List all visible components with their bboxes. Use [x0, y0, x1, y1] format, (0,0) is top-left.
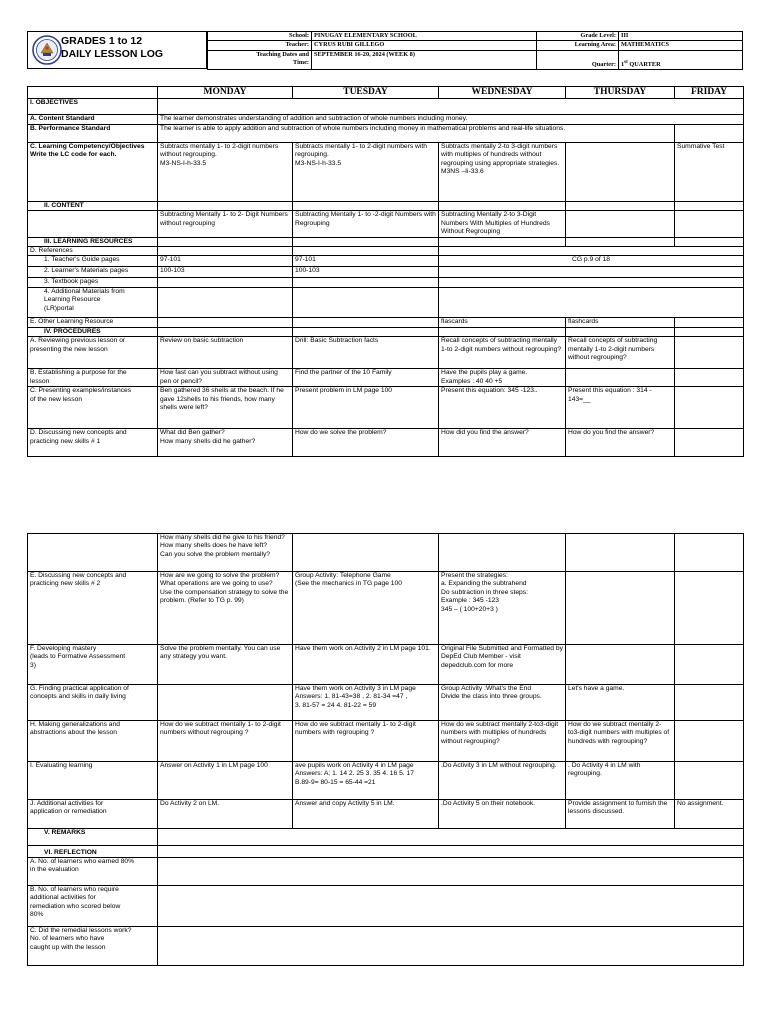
procedure-c-label: C. Presenting examples/instances of the new lesson — [28, 387, 158, 429]
j-friday: No assignment. — [675, 800, 744, 829]
a-monday: Review on basic subtraction — [158, 337, 293, 369]
c-monday: Ben gathered 36 shells at the beach. If he gave 12shells to his friends, how many shells were left? — [158, 387, 293, 429]
olr-thursday: flashcards — [566, 317, 675, 327]
j-wednesday: .Do Activity 5 on their notebook. — [439, 800, 566, 829]
grade-value: III — [619, 32, 743, 41]
quarter-value: 1st QUARTER — [619, 51, 743, 70]
performance-standard-text: The learner is able to apply addition and subtraction of whole numbers including money in mathematical problems and real-life situations. — [158, 125, 675, 143]
title-line-1: GRADES 1 to 12 — [61, 35, 143, 47]
d-monday: What did Ben gather? How many shells did he gather? — [158, 429, 293, 457]
additional-materials-label: 4. Additional Materials from Learning Resource (LR)portal — [28, 287, 158, 317]
c-thursday: Present this equation : 314 - 143=__ — [566, 387, 675, 429]
procedure-g-label: G. Finding practical application of concepts and skills in daily living — [28, 685, 158, 721]
h-thursday: How do we subtract mentally 2-to3-digit numbers with multiples of hundreds with regrouping? — [566, 721, 675, 762]
lc-tuesday: Subtracts mentally 1- to 2-digit numbers with regrouping. M3-NS-I-h-33.5 — [293, 143, 439, 202]
g-wednesday: Group Activity :What's the End Divide the class into three groups. — [439, 685, 566, 721]
content-tuesday: Subtracting Mentally 1- to -2-digit Numbers with Regrouping — [293, 211, 439, 237]
lm-tuesday: 100-103 — [293, 267, 439, 278]
reflection-b-label: B. No. of learners who require additional activities for remediation who scored below 80% — [28, 886, 158, 927]
a-tuesday: Drill: Basic Subtraction facts — [293, 337, 439, 369]
e-tuesday: Group Activity: Telephone Game (See the mechanics in TG page 100 — [293, 572, 439, 645]
j-tuesday: Answer and copy Activity 5 in LM. — [293, 800, 439, 829]
lc-friday: Summative Test — [675, 143, 744, 202]
teacher-value: CYRUS RUBI GILLEGO — [312, 41, 537, 51]
lesson-log-table-page2 — [27, 533, 744, 966]
content-wednesday: Subtracting Mentally 2-to 3-Digit Numbers With Multiples of Hundreds Without Regrouping — [439, 211, 566, 237]
procedure-d-label: D. Discussing new concepts and practicing new skills # 1 — [28, 429, 158, 457]
remarks-heading: V. REMARKS — [28, 829, 158, 846]
d-wednesday: How did you find the answer? — [439, 429, 566, 457]
i-monday: Answer on Activity 1 in LM page 100 — [158, 762, 293, 800]
tg-tuesday: 97-101 — [293, 256, 439, 267]
procedure-h-label: H. Making generalizations and abstractions about the lesson — [28, 721, 158, 762]
header-title-box — [27, 31, 207, 69]
day-thursday: THURSDAY — [566, 87, 675, 99]
tg-wed-to-fri: CG p.9 of 18 — [439, 256, 744, 267]
procedure-j-label: J. Additional activities for application or remediation — [28, 800, 158, 829]
reflection-a-label: A. No. of learners who earned 80% in the evaluation — [28, 858, 158, 886]
h-monday: How do we subtract mentally 1- to 2-digit numbers without regrouping ? — [158, 721, 293, 762]
c-tuesday: Present problem in LM page 100 — [293, 387, 439, 429]
area-value: MATHEMATICS — [619, 41, 743, 51]
day-friday: FRIDAY — [675, 87, 744, 99]
teacher-label: Teacher: — [208, 41, 312, 51]
d-monday-continued: How many shells did he give to his friend? How many shells does he have left? Can you solve the problem mentally? — [158, 534, 293, 572]
f-tuesday: Have them work on Activity 2 in LM page 101. — [293, 645, 439, 685]
g-thursday: Let's have a game. — [566, 685, 675, 721]
c-wednesday: Present this equation: 345 -123.. — [439, 387, 566, 429]
d-tuesday: How do we solve the problem? — [293, 429, 439, 457]
content-monday: Subtracting Mentally 1- to 2- Digit Numbers without regrouping — [158, 211, 293, 237]
a-thursday: Recall concepts of subtracting mentally 1-to 2-digit numbers without regrouping? — [566, 337, 675, 369]
learning-competency-label: C. Learning Competency/Objectives Write the LC code for each. — [28, 143, 158, 202]
i-thursday: . Do Activity 4 in LM with regrouping. — [566, 762, 675, 800]
header-info-table — [207, 31, 743, 70]
g-tuesday: Have them work on Activity 3 in LM page Answers: 1. 81-43=38 , 2. 81-34 =47 , 3. 81-57 = 24 4. 81-22 = 59 — [293, 685, 439, 721]
h-wednesday: How do we subtract mentally 2-to3-digit numbers with multiples of hundreds without regrouping? — [439, 721, 566, 762]
content-standard-text: The learner demonstrates understanding of addition and subtraction of whole numbers including money. — [158, 115, 744, 125]
references-label: D. References — [28, 247, 158, 256]
d-thursday: How do you find the answer? — [566, 429, 675, 457]
i-tuesday: ave pupils work on Activity 4 in LM page Answers: A; 1. 14 2. 25 3. 35 4. 16 5. 17 B.89-9= 80-15 = 65-44 =21 — [293, 762, 439, 800]
e-monday: How are we going to solve the problem? What operations are we going to use? Use the compensation strategy to solve the problem. (Refer to TG p. 99) — [158, 572, 293, 645]
school-value: PINUGAY ELEMENTARY SCHOOL — [312, 32, 537, 41]
day-wednesday: WEDNESDAY — [439, 87, 566, 99]
title-line-2: DAILY LESSON LOG — [61, 48, 164, 60]
f-monday: Solve the problem mentally. You can use any strategy you want. — [158, 645, 293, 685]
teachers-guide-label: 1. Teacher's Guide pages — [28, 256, 158, 267]
dates-value: SEPTEMBER 16-20, 2024 (WEEK 8) — [312, 51, 537, 70]
tg-monday: 97-101 — [158, 256, 293, 267]
content-standard-label: A. Content Standard — [28, 115, 158, 125]
learners-materials-label: 2. Learner's Materials pages — [28, 267, 158, 278]
content-heading: II. CONTENT — [28, 202, 158, 211]
j-thursday: Provide assignment to furnish the lessons discussed. — [566, 800, 675, 829]
quarter-label: Quarter: — [537, 51, 619, 70]
learning-resources-heading: III. LEARNING RESOURCES — [28, 237, 158, 246]
lm-monday: 100-103 — [158, 267, 293, 278]
a-wednesday: Recall concepts of subtracting mentally 1-to 2-digit numbers without regrouping? — [439, 337, 566, 369]
b-wednesday: Have the pupils play a game. Examples : 40 40 +5 — [439, 369, 566, 387]
area-label: Learning Area: — [537, 41, 619, 51]
other-resources-label: E. Other Learning Resource — [28, 317, 158, 327]
b-tuesday: Find the partner of the 10 Family — [293, 369, 439, 387]
reflection-c-label: C. Did the remedial lessons work? No. of learners who have caught up with the lesson — [28, 927, 158, 966]
textbook-label: 3. Textbook pages — [28, 278, 158, 287]
performance-standard-label: B. Performance Standard — [28, 125, 158, 143]
procedure-f-label: F. Developing mastery (leads to Formative Assessment 3) — [28, 645, 158, 685]
grade-label: Grade Level: — [537, 32, 619, 41]
lesson-log-table-page1 — [27, 86, 744, 457]
h-tuesday: How do we subtract mentally 1- to 2-digit numbers with regrouping ? — [293, 721, 439, 762]
day-tuesday: TUESDAY — [293, 87, 439, 99]
f-wednesday: Original File Submitted and Formatted by DepEd Club Member - visit depedclub.com for more — [439, 645, 566, 685]
procedure-b-label: B. Establishing a purpose for the lesson — [28, 369, 158, 387]
olr-wednesday: flascards — [439, 317, 566, 327]
procedure-i-label: I. Evaluating learning — [28, 762, 158, 800]
procedure-a-label: A. Reviewing previous lesson or presenting the new lesson — [28, 337, 158, 369]
lc-monday: Subtracts mentally 1- to 2-digit numbers without regrouping. M3-NS-I-h-33.5 — [158, 143, 293, 202]
procedures-heading: IV. PROCEDURES — [28, 327, 158, 336]
b-monday: How fast can you subtract without using pen or pencil? — [158, 369, 293, 387]
j-monday: Do Activity 2 on LM. — [158, 800, 293, 829]
objectives-heading: I. OBJECTIVES — [28, 99, 158, 115]
lc-thursday — [566, 143, 675, 202]
dates-label: Teaching Dates and Time: — [208, 51, 312, 70]
school-label: School: — [208, 32, 312, 41]
e-wednesday: Present the strategies: a. Expanding the subtrahend Do subtraction in three steps: Example : 345 -123 345 – ( 100+20+3 ) — [439, 572, 566, 645]
corner-cell — [28, 87, 158, 99]
reflection-heading: VI. REFLECTION — [28, 846, 158, 858]
day-monday: MONDAY — [158, 87, 293, 99]
procedure-e-label: E. Discussing new concepts and practicing new skills # 2 — [28, 572, 158, 645]
i-wednesday: .Do Activity 3 in LM without regrouping. — [439, 762, 566, 800]
lc-wednesday: Subtracts mentally 2-to 3-digit numbers with multiples of hundreds without regrouping using appropriate strategies. M3NS –Ii-33.6 — [439, 143, 566, 202]
deped-seal-icon — [32, 34, 62, 66]
